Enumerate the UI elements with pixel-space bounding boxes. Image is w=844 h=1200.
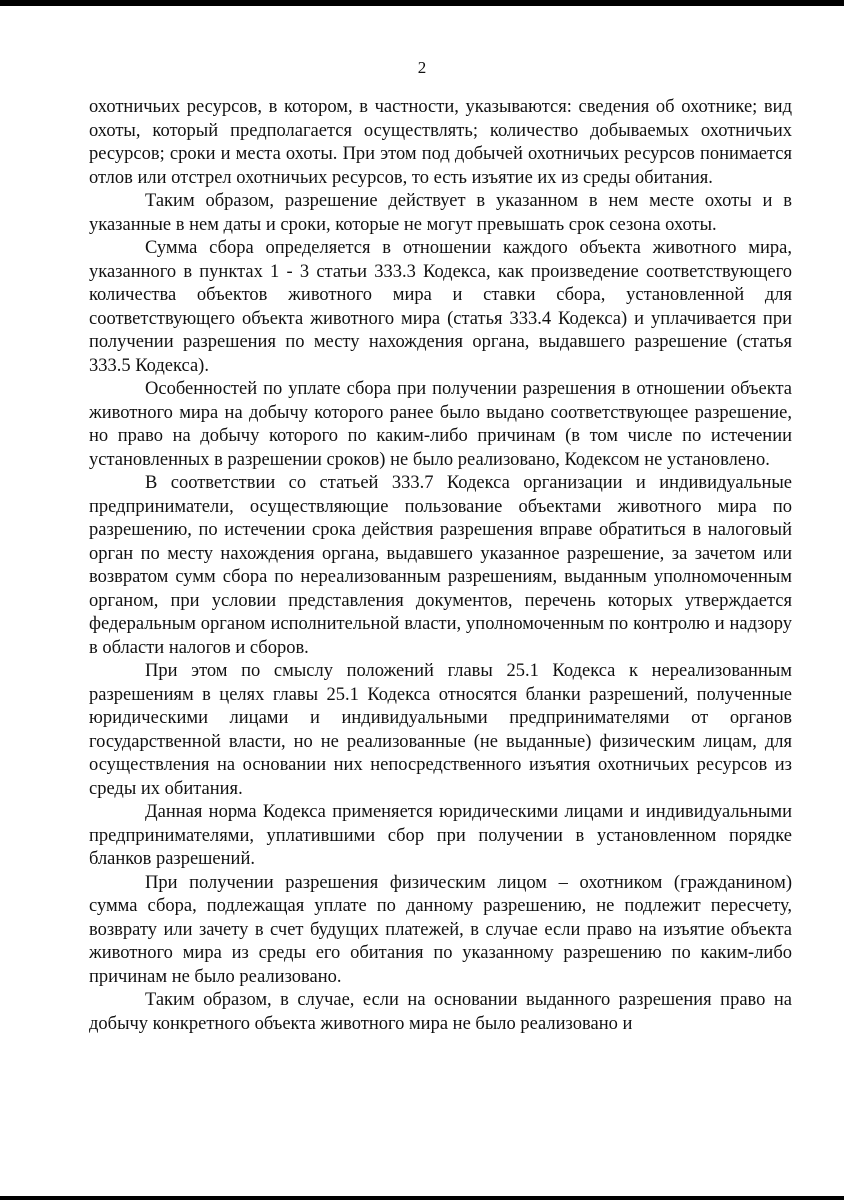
paragraph: Данная норма Кодекса применяется юридическими лицами и индивидуальными предпринимателями, уплатившими сбор при получении в установленном порядке бланков разрешений. (89, 802, 792, 869)
paragraph: Таким образом, в случае, если на основании выданного разрешения право на добычу конкретного объекта животного мира не было реализовано и (89, 990, 792, 1034)
paragraph: При этом по смыслу положений главы 25.1 Кодекса к нереализованным разрешениям в целях главы 25.1 Кодекса относятся бланки разрешений, полученные юридическими лицами и индивидуальными предпринимателями от органов государственной власти, но не реализованные (не выданные) физическим лицам, для осуществления на основании них непосредственного изъятия охотничьих ресурсов из среды их обитания. (89, 661, 792, 799)
paragraph: В соответствии со статьей 333.7 Кодекса организации и индивидуальные предприниматели, осуществляющие пользование объектами животного мира по разрешению, по истечении срока действия разрешения вправе обратиться в налоговый орган по месту нахождения органа, выдавшего указанное разрешение, за зачетом или возвратом сумм сбора по нереализованным разрешениям, выданным уполномоченным органом, при условии представления документов, перечень которых утверждается федеральным органом исполнительной власти, уполномоченным по контролю и надзору в области налогов и сборов. (89, 473, 792, 658)
document-body (89, 96, 792, 1036)
paragraph: Таким образом, разрешение действует в указанном в нем месте охоты и в указанные в нем даты и сроки, которые не могут превышать срок сезона охоты. (89, 191, 792, 235)
paragraph: Сумма сбора определяется в отношении каждого объекта животного мира, указанного в пунктах 1 - 3 статьи 333.3 Кодекса, как произведение соответствующего количества объектов животного мира и ставки сбора, установленной для соответствующего объекта животного мира (статья 333.4 Кодекса) и уплачивается при получении разрешения по месту нахождения органа, выдавшего разрешение (статья 333.5 Кодекса). (89, 238, 792, 376)
paragraph: охотничьих ресурсов, в котором, в частности, указываются: сведения об охотнике; вид охоты, который предполагается осуществлять; количество добываемых охотничьих ресурсов; сроки и места охоты. При этом под добычей охотничьих ресурсов понимается отлов или отстрел охотничьих ресурсов, то есть изъятие их из среды обитания. (89, 97, 792, 188)
page-number: 2 (417, 58, 427, 77)
scan-top-border (0, 0, 844, 6)
paragraph: Особенностей по уплате сбора при получении разрешения в отношении объекта животного мира на добычу которого ранее было выдано соответствующее разрешение, но право на добычу которого по каким-либо причинам (в том числе по истечении установленных в разрешении сроков) не было реализовано, Кодексом не установлено. (89, 379, 792, 470)
scan-bottom-border (0, 1196, 844, 1200)
paragraph: При получении разрешения физическим лицом – охотником (гражданином) сумма сбора, подлежащая уплате по данному разрешению, не подлежит пересчету, возврату или зачету в счет будущих платежей, в случае если право на изъятие объекта животного мира из среды его обитания по указанному разрешению по каким-либо причинам не было реализовано. (89, 872, 792, 987)
